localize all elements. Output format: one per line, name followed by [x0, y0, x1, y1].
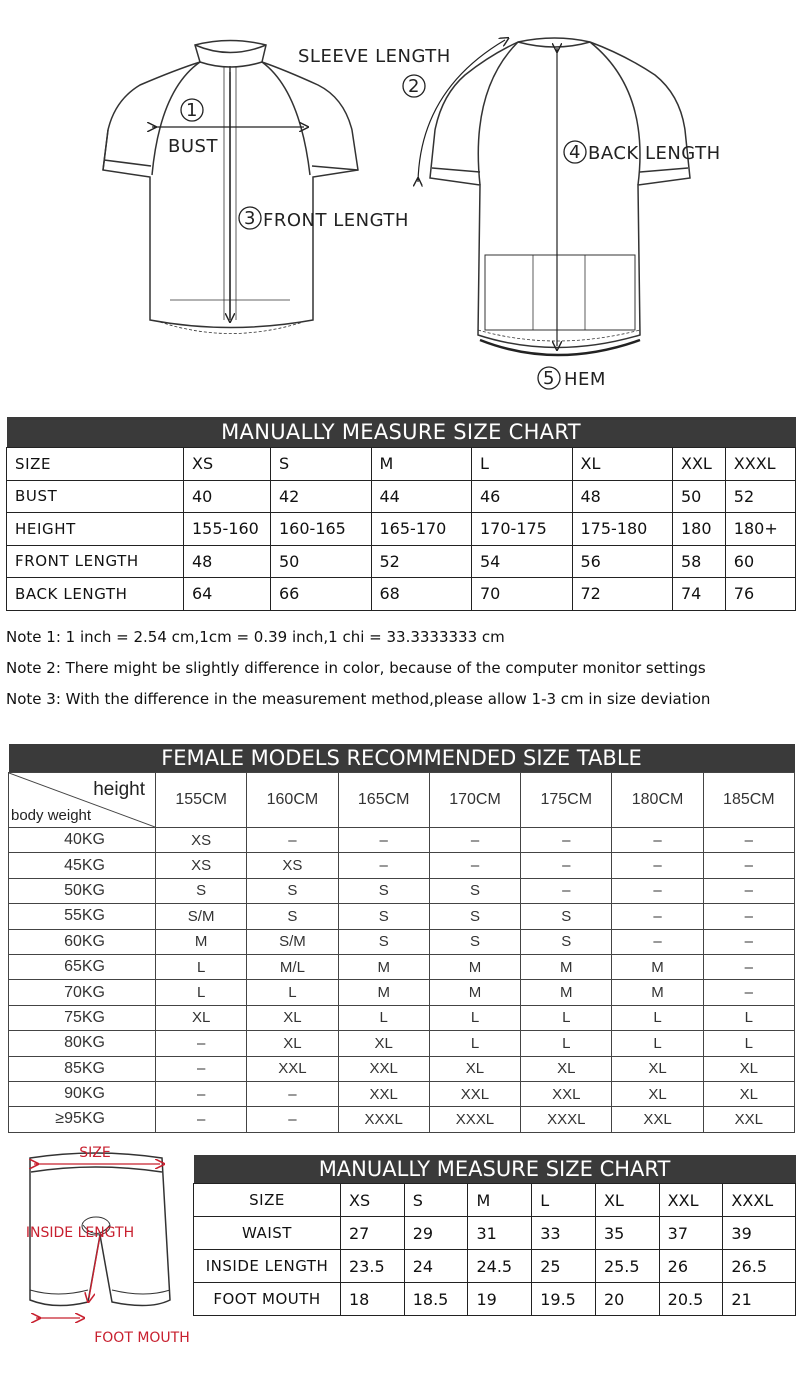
weight-label: 80KG	[9, 1031, 156, 1056]
table-row	[9, 929, 795, 954]
shorts-inside-length-label: INSIDE LENGTH	[25, 1225, 135, 1241]
size-cell: –	[703, 980, 794, 1005]
size-cell: L	[156, 954, 247, 979]
bust-label: BUST	[168, 136, 218, 157]
size-cell: M	[156, 929, 247, 954]
size-cell: XL	[338, 1031, 429, 1056]
table-cell: 74	[673, 578, 726, 611]
hem-label: HEM	[564, 369, 606, 390]
size-cell: M	[429, 980, 520, 1005]
size-cell: –	[612, 828, 703, 853]
size-cell: M	[521, 980, 612, 1005]
table-cell: 60	[725, 545, 795, 578]
size-cell: XXL	[338, 1081, 429, 1106]
size-cell: M/L	[247, 954, 338, 979]
size-cell: –	[521, 878, 612, 903]
shorts-chart-title: MANUALLY MEASURE SIZE CHART	[194, 1155, 796, 1184]
size-cell: S	[429, 904, 520, 929]
weight-label: 70KG	[9, 980, 156, 1005]
table-cell: 70	[472, 578, 573, 611]
size-cell: L	[703, 1031, 794, 1056]
table-row	[9, 1107, 795, 1132]
size-cell: L	[156, 980, 247, 1005]
size-cell: XXL	[521, 1081, 612, 1106]
table-cell: 44	[371, 480, 472, 513]
size-cell: L	[429, 1005, 520, 1030]
height-header: 170CM	[429, 773, 520, 828]
size-cell: S	[429, 929, 520, 954]
table-row	[9, 1056, 795, 1081]
table-cell: 40	[184, 480, 271, 513]
table-cell: L	[532, 1184, 596, 1217]
table-cell: 29	[404, 1217, 468, 1250]
table-cell: 18	[341, 1283, 405, 1316]
weight-label: 85KG	[9, 1056, 156, 1081]
size-cell: S	[247, 904, 338, 929]
row-label: SIZE	[194, 1184, 341, 1217]
size-cell: L	[247, 980, 338, 1005]
table-cell: XXL	[673, 448, 726, 481]
size-cell: M	[521, 954, 612, 979]
shorts-diagram	[0, 1140, 200, 1374]
weight-label: 55KG	[9, 904, 156, 929]
table-cell: 31	[468, 1217, 532, 1250]
row-label: FRONT LENGTH	[7, 545, 184, 578]
female-table-title: FEMALE MODELS RECOMMENDED SIZE TABLE	[9, 744, 795, 773]
table-cell: XXXL	[725, 448, 795, 481]
table-row	[9, 853, 795, 878]
height-header: 185CM	[703, 773, 794, 828]
table-cell: 20	[595, 1283, 659, 1316]
table-cell: 25.5	[595, 1250, 659, 1283]
size-cell: –	[703, 853, 794, 878]
size-cell: S	[521, 929, 612, 954]
size-cell: –	[703, 954, 794, 979]
size-cell: XL	[247, 1005, 338, 1030]
size-cell: –	[429, 828, 520, 853]
row-label: BACK LENGTH	[7, 578, 184, 611]
size-cell: XXL	[247, 1056, 338, 1081]
bust-number: 1	[186, 100, 198, 121]
shorts-size-label: SIZE	[79, 1145, 111, 1161]
shorts-foot-mouth-label: FOOT MOUTH	[94, 1330, 190, 1346]
size-cell: –	[703, 904, 794, 929]
row-label: BUST	[7, 480, 184, 513]
table-cell: 52	[371, 545, 472, 578]
sleeve-length-label: SLEEVE LENGTH	[298, 46, 451, 67]
notes	[6, 622, 796, 715]
size-cell: –	[156, 1031, 247, 1056]
table-cell: 37	[659, 1217, 723, 1250]
size-cell: XXL	[612, 1107, 703, 1132]
size-cell: S	[429, 878, 520, 903]
weight-label: 90KG	[9, 1081, 156, 1106]
table-cell: 68	[371, 578, 472, 611]
table-row	[194, 1184, 796, 1217]
size-cell: –	[247, 1081, 338, 1106]
table-cell: 56	[572, 545, 673, 578]
weight-label: 65KG	[9, 954, 156, 979]
size-cell: S	[338, 904, 429, 929]
size-cell: –	[156, 1056, 247, 1081]
size-cell: XL	[703, 1081, 794, 1106]
size-cell: S	[521, 904, 612, 929]
table-cell: 19	[468, 1283, 532, 1316]
size-cell: M	[612, 954, 703, 979]
corner-weight-label: body weight	[11, 807, 92, 824]
height-header: 175CM	[521, 773, 612, 828]
size-cell: –	[612, 853, 703, 878]
jersey-chart-title: MANUALLY MEASURE SIZE CHART	[7, 417, 796, 448]
table-row	[7, 545, 796, 578]
size-cell: XXXL	[521, 1107, 612, 1132]
size-cell: –	[338, 853, 429, 878]
size-cell: L	[612, 1005, 703, 1030]
size-cell: –	[703, 929, 794, 954]
size-cell: –	[156, 1107, 247, 1132]
row-label: SIZE	[7, 448, 184, 481]
size-cell: M	[338, 980, 429, 1005]
table-cell: XXXL	[723, 1184, 796, 1217]
jersey-size-chart	[6, 417, 796, 611]
table-row	[9, 1081, 795, 1106]
table-cell: 64	[184, 578, 271, 611]
size-cell: XL	[156, 1005, 247, 1030]
table-row	[7, 480, 796, 513]
size-cell: XL	[612, 1081, 703, 1106]
size-cell: –	[521, 853, 612, 878]
table-cell: 160-165	[271, 513, 372, 546]
size-cell: S	[338, 878, 429, 903]
size-cell: XS	[156, 853, 247, 878]
size-cell: L	[703, 1005, 794, 1030]
size-cell: XS	[156, 828, 247, 853]
table-row	[9, 828, 795, 853]
table-cell: 25	[532, 1250, 596, 1283]
size-cell: –	[156, 1081, 247, 1106]
weight-label: 75KG	[9, 1005, 156, 1030]
size-cell: –	[247, 828, 338, 853]
height-header: 155CM	[156, 773, 247, 828]
table-cell: 170-175	[472, 513, 573, 546]
table-cell: 76	[725, 578, 795, 611]
table-cell: 46	[472, 480, 573, 513]
female-size-table	[8, 744, 795, 1133]
weight-label: 50KG	[9, 878, 156, 903]
table-cell: 50	[673, 480, 726, 513]
table-row	[194, 1283, 796, 1316]
table-corner	[9, 773, 156, 828]
table-cell: 18.5	[404, 1283, 468, 1316]
size-cell: –	[612, 878, 703, 903]
table-cell: 26.5	[723, 1250, 796, 1283]
size-cell: –	[338, 828, 429, 853]
size-cell: L	[612, 1031, 703, 1056]
size-cell: XXL	[338, 1056, 429, 1081]
table-cell: 165-170	[371, 513, 472, 546]
size-cell: XXXL	[429, 1107, 520, 1132]
size-cell: XXXL	[338, 1107, 429, 1132]
table-cell: XS	[184, 448, 271, 481]
weight-label: 60KG	[9, 929, 156, 954]
table-cell: 24	[404, 1250, 468, 1283]
table-row	[7, 448, 796, 481]
back-jersey-drawing	[430, 38, 690, 348]
note-2: Note 2: There might be slightly difference in color, because of the computer monitor settings	[6, 659, 706, 677]
size-cell: S	[156, 878, 247, 903]
table-row	[9, 980, 795, 1005]
table-cell: S	[271, 448, 372, 481]
table-cell: 48	[572, 480, 673, 513]
size-cell: XXL	[703, 1107, 794, 1132]
size-cell: M	[612, 980, 703, 1005]
table-cell: 27	[341, 1217, 405, 1250]
table-cell: 24.5	[468, 1250, 532, 1283]
size-cell: L	[521, 1031, 612, 1056]
table-row	[9, 904, 795, 929]
size-cell: S/M	[156, 904, 247, 929]
size-cell: S/M	[247, 929, 338, 954]
table-cell: 21	[723, 1283, 796, 1316]
front-length-label: FRONT LENGTH	[263, 210, 409, 231]
table-cell: 54	[472, 545, 573, 578]
row-label: WAIST	[194, 1217, 341, 1250]
table-cell: 20.5	[659, 1283, 723, 1316]
size-cell: XL	[429, 1056, 520, 1081]
table-cell: 155-160	[184, 513, 271, 546]
height-header: 180CM	[612, 773, 703, 828]
table-cell: 50	[271, 545, 372, 578]
table-cell: 39	[723, 1217, 796, 1250]
size-cell: M	[338, 954, 429, 979]
size-cell: XL	[703, 1056, 794, 1081]
size-cell: XL	[612, 1056, 703, 1081]
table-cell: XL	[572, 448, 673, 481]
note-1: Note 1: 1 inch = 2.54 cm,1cm = 0.39 inch,1 chi = 33.3333333 cm	[6, 628, 505, 646]
table-cell: 42	[271, 480, 372, 513]
note-3: Note 3: With the difference in the measurement method,please allow 1-3 cm in size deviation	[6, 690, 711, 708]
table-cell: XXL	[659, 1184, 723, 1217]
table-cell: 72	[572, 578, 673, 611]
size-cell: –	[521, 828, 612, 853]
weight-label: ≥95KG	[9, 1107, 156, 1132]
size-cell: –	[703, 828, 794, 853]
front-length-number: 3	[244, 208, 256, 229]
table-cell: 33	[532, 1217, 596, 1250]
size-cell: S	[338, 929, 429, 954]
size-cell: –	[612, 929, 703, 954]
table-cell: 58	[673, 545, 726, 578]
hem-number: 5	[543, 368, 555, 389]
table-cell: 35	[595, 1217, 659, 1250]
size-cell: S	[247, 878, 338, 903]
row-label: FOOT MOUTH	[194, 1283, 341, 1316]
table-row	[9, 954, 795, 979]
table-cell: 180+	[725, 513, 795, 546]
table-row	[9, 1031, 795, 1056]
size-cell: L	[429, 1031, 520, 1056]
table-cell: XS	[341, 1184, 405, 1217]
table-row	[9, 878, 795, 903]
table-cell: M	[371, 448, 472, 481]
size-cell: M	[429, 954, 520, 979]
table-cell: 48	[184, 545, 271, 578]
table-cell: 180	[673, 513, 726, 546]
table-cell: 66	[271, 578, 372, 611]
table-cell: XL	[595, 1184, 659, 1217]
table-cell: 19.5	[532, 1283, 596, 1316]
size-cell: –	[429, 853, 520, 878]
back-length-label: BACK LENGTH	[588, 143, 721, 164]
table-cell: 52	[725, 480, 795, 513]
size-cell: XS	[247, 853, 338, 878]
size-cell: XL	[521, 1056, 612, 1081]
weight-label: 40KG	[9, 828, 156, 853]
size-cell: –	[703, 878, 794, 903]
table-row	[7, 513, 796, 546]
size-cell: L	[521, 1005, 612, 1030]
height-header: 165CM	[338, 773, 429, 828]
weight-label: 45KG	[9, 853, 156, 878]
table-row	[7, 578, 796, 611]
size-cell: –	[612, 904, 703, 929]
corner-height-label: height	[93, 779, 145, 800]
row-label: HEIGHT	[7, 513, 184, 546]
table-row	[194, 1217, 796, 1250]
size-cell: L	[338, 1005, 429, 1030]
size-cell: –	[247, 1107, 338, 1132]
table-cell: M	[468, 1184, 532, 1217]
size-cell: XXL	[429, 1081, 520, 1106]
table-cell: 23.5	[341, 1250, 405, 1283]
table-cell: L	[472, 448, 573, 481]
table-row	[194, 1250, 796, 1283]
sleeve-length-number: 2	[408, 76, 420, 97]
row-label: INSIDE LENGTH	[194, 1250, 341, 1283]
size-cell: XL	[247, 1031, 338, 1056]
table-cell: 175-180	[572, 513, 673, 546]
shorts-size-chart	[193, 1155, 796, 1316]
table-row	[9, 1005, 795, 1030]
jersey-diagram	[0, 0, 800, 405]
back-length-number: 4	[569, 142, 581, 163]
table-cell: S	[404, 1184, 468, 1217]
table-cell: 26	[659, 1250, 723, 1283]
height-header: 160CM	[247, 773, 338, 828]
